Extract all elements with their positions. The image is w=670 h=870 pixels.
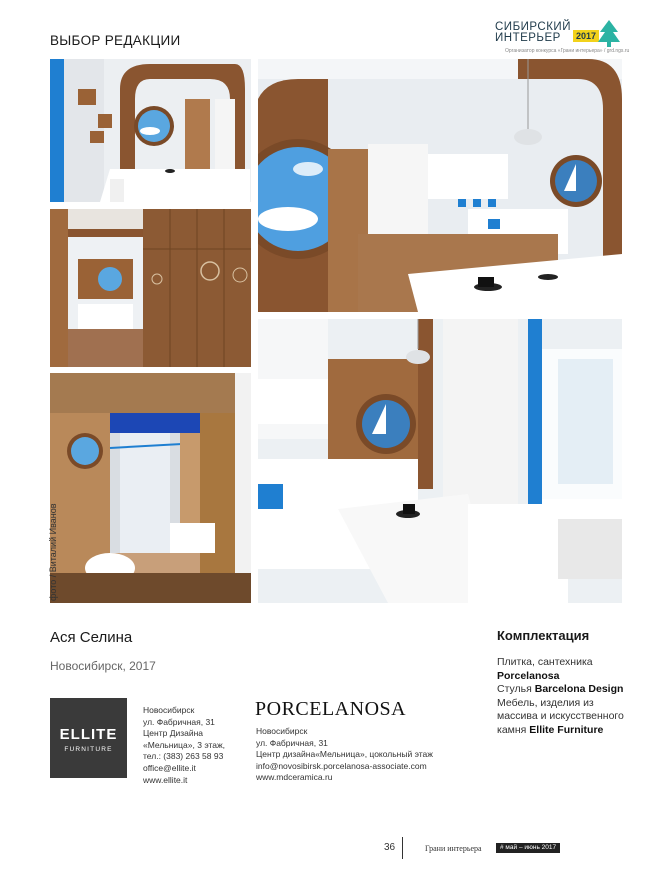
- photo-credit: фото / Виталий Иванов: [48, 503, 58, 601]
- website-link[interactable]: www.ellite.it: [143, 774, 188, 785]
- photo-hallway-wardrobe: [50, 209, 251, 367]
- author-name: Ася Селина: [50, 629, 133, 646]
- email-link[interactable]: info@novosibirsk.porcelanosa-associate.com: [256, 760, 427, 771]
- kit-line-3: Мебель, изделия из массива и искусственного камня: [497, 696, 624, 736]
- kit-description: [497, 656, 637, 737]
- porcelanosa-logo: PORCELANOSA: [255, 698, 407, 720]
- address-line: Центр дизайна«Мельница», цокольный этаж: [256, 749, 433, 760]
- city-year: Новосибирск, 2017: [50, 659, 156, 673]
- photo-bar-counter: [258, 319, 622, 603]
- kit-line-1: Плитка, сантехника: [497, 656, 593, 668]
- issue-badge: # май – июнь 2017: [496, 843, 560, 853]
- photo-bathroom: [50, 373, 251, 603]
- brand-line-2: ИНТЕРЬЕР: [495, 32, 561, 44]
- kit-brand-barcelona: Barcelona Design: [534, 683, 624, 695]
- phone-line: тел.: (383) 263 58 93: [143, 751, 224, 762]
- ellite-address: [143, 705, 243, 786]
- footer-divider: [402, 837, 403, 859]
- website-link[interactable]: www.mdceramica.ru: [256, 772, 333, 783]
- competition-logo: [495, 20, 630, 60]
- magazine-name: Грани интерьера: [425, 844, 482, 853]
- section-title: ВЫБОР РЕДАКЦИИ: [50, 33, 181, 48]
- address-line: ул. Фабричная, 31: [256, 737, 328, 748]
- kit-line-2: Стулья: [497, 683, 532, 695]
- brand-year: 2017: [573, 30, 599, 42]
- address-line: Новосибирск: [143, 705, 195, 715]
- ellite-logo-name: ELLITE: [59, 726, 118, 743]
- address-line: «Мельница», 3 этаж,: [143, 739, 226, 750]
- page-number: 36: [384, 842, 396, 853]
- address-line: Новосибирск: [256, 726, 308, 736]
- porcelanosa-address: [256, 726, 456, 784]
- tree-icon: [598, 20, 620, 48]
- kit-brand-porcelanosa: Porcelanosa: [497, 669, 560, 682]
- ellite-logo-sub: FURNITURE: [64, 746, 113, 753]
- email-link[interactable]: office@ellite.it: [143, 762, 196, 773]
- brand-line-1: СИБИРСКИЙ: [495, 21, 571, 33]
- address-line: Центр Дизайна: [143, 728, 203, 739]
- brand-subtitle: Организатор конкурса «Грани интерьера» / grd.ngs.ru: [505, 48, 630, 54]
- photo-living-room-main: [258, 59, 622, 312]
- kit-title: Комплектация: [497, 628, 590, 643]
- kit-brand-ellite: Ellite Furniture: [529, 723, 604, 736]
- ellite-logo: [50, 698, 127, 778]
- address-line: ул. Фабричная, 31: [143, 716, 215, 727]
- photo-kitchen-porthole: [50, 59, 251, 202]
